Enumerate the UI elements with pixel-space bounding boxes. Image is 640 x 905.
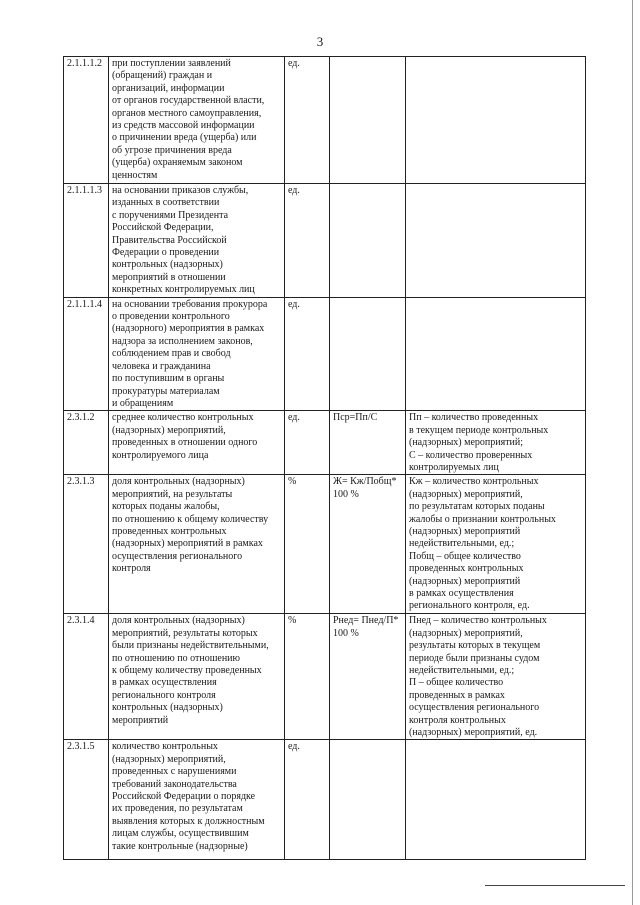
cell-line: контролируемого лица <box>112 449 209 461</box>
row-number: 2.1.1.1.2 <box>64 57 109 184</box>
cell-line: проведенных в отношении одного <box>112 437 258 449</box>
cell-line: о причинении вреда (ущерба) или <box>112 132 257 144</box>
cell-line: Рнед= Пнед/П* <box>333 615 399 627</box>
cell-line: периоде были признаны судом <box>409 652 540 664</box>
row-description <box>109 297 285 411</box>
cell-line: 100 % <box>333 488 359 500</box>
row-formula <box>330 614 406 740</box>
cell-line: их проведения, по результатам <box>112 803 243 815</box>
cell-line: 100 % <box>333 627 359 639</box>
page-number: 3 <box>316 34 324 49</box>
row-description <box>109 614 285 740</box>
cell-line: и обращениям <box>112 397 174 409</box>
table-row <box>64 184 586 298</box>
row-unit: ед. <box>285 411 330 475</box>
row-description <box>109 184 285 298</box>
row-formula <box>330 184 406 298</box>
row-notes <box>406 475 586 614</box>
cell-line: такие контрольные (надзорные) <box>112 840 248 852</box>
table-row <box>64 614 586 740</box>
cell-line: (надзорных) мероприятий <box>409 575 521 587</box>
cell-line: конкретных контролируемых лиц <box>112 284 255 296</box>
row-notes <box>406 184 586 298</box>
cell-line: проведенных контрольных <box>409 563 524 575</box>
row-description <box>109 411 285 475</box>
row-formula <box>330 475 406 614</box>
cell-line: ценностям <box>112 169 158 181</box>
cell-line: Федерации о проведении <box>112 247 220 259</box>
cell-line: контрольных (надзорных) <box>112 259 223 271</box>
row-description <box>109 475 285 614</box>
cell-line: среднее количество контрольных <box>112 412 254 424</box>
cell-line: проведенных контрольных <box>112 525 227 537</box>
cell-line: Пср=Пп/С <box>333 412 378 424</box>
cell-line: осуществления регионального <box>409 702 540 714</box>
cell-line: (надзорных) мероприятий в рамках <box>112 538 263 550</box>
cell-line: осуществления регионального <box>112 550 243 562</box>
cell-line: к общему количеству проведенных <box>112 664 262 676</box>
cell-line: (обращений) граждан и <box>112 70 213 82</box>
cell-line: контроля контрольных <box>409 714 506 726</box>
cell-line: от органов государственной власти, <box>112 95 265 107</box>
cell-line: по результатам которых поданы <box>409 501 545 513</box>
cell-line: контролируемых лиц <box>409 461 499 473</box>
cell-line: (надзорных) мероприятий, <box>112 753 226 765</box>
cell-line: по отношению к общему количеству <box>112 513 269 525</box>
cell-line: Пп – количество проведенных <box>409 412 539 424</box>
row-number: 2.3.1.3 <box>64 475 109 614</box>
cell-line: по отношению по отношению <box>112 652 241 664</box>
row-unit: ед. <box>285 184 330 298</box>
cell-line: требований законодательства <box>112 778 237 790</box>
cell-line: П – общее количество <box>409 677 504 689</box>
cell-line: в текущем периоде контрольных <box>409 424 549 436</box>
cell-line: мероприятий, результаты которых <box>112 627 258 639</box>
cell-line: доля контрольных (надзорных) <box>112 476 245 488</box>
cell-line: мероприятий <box>112 714 169 726</box>
cell-line: прокуратуры материалам <box>112 385 220 397</box>
row-unit: ед. <box>285 297 330 411</box>
row-formula <box>330 57 406 184</box>
cell-line: в рамках осуществления <box>112 677 217 689</box>
cell-line: выявления которых к должностным <box>112 815 265 827</box>
row-unit: % <box>285 475 330 614</box>
cell-line: (надзорных) мероприятий, ед. <box>409 727 538 738</box>
cell-line: мероприятий, на результаты <box>112 488 233 500</box>
table-row <box>64 57 586 184</box>
cell-line: соблюдением прав и свобод <box>112 348 231 360</box>
row-formula <box>330 411 406 475</box>
cell-line: с поручениями Президента <box>112 209 229 221</box>
cell-line: (надзорных) мероприятий; <box>409 437 524 449</box>
cell-line: результаты которых в текущем <box>409 640 541 652</box>
cell-line: регионального контроля <box>112 689 216 701</box>
cell-line: организаций, информации <box>112 82 225 94</box>
cell-line: Российской Федерации о порядке <box>112 791 256 803</box>
cell-line: (надзорных) мероприятий, <box>409 627 523 639</box>
cell-line: (надзорного) мероприятия в рамках <box>112 323 265 335</box>
row-description <box>109 740 285 860</box>
row-formula <box>330 740 406 860</box>
cell-line: об угрозе причинения вреда <box>112 144 232 156</box>
row-number: 2.1.1.1.3 <box>64 184 109 298</box>
row-unit: % <box>285 614 330 740</box>
row-notes <box>406 740 586 860</box>
cell-line: проведенных с нарушениями <box>112 766 237 778</box>
cell-line: были признаны недействительными, <box>112 640 269 652</box>
cell-line: органов местного самоуправления, <box>112 107 262 119</box>
row-notes <box>406 614 586 740</box>
cell-line: жалобы о признании контрольных <box>409 513 556 525</box>
row-notes <box>406 57 586 184</box>
row-unit: ед. <box>285 57 330 184</box>
table-row <box>64 411 586 475</box>
cell-line: (надзорных) мероприятий <box>409 525 521 537</box>
table-row <box>64 475 586 614</box>
cell-line: на основании приказов службы, <box>112 185 249 196</box>
cell-line: Побщ – общее количество <box>409 550 521 562</box>
cell-line: Пнед – количество контрольных <box>409 615 547 627</box>
cell-line: Российской Федерации, <box>112 222 214 234</box>
cell-line: человека и гражданина <box>112 360 211 372</box>
row-number: 2.3.1.2 <box>64 411 109 475</box>
cell-line: регионального контроля, ед. <box>409 600 530 612</box>
cell-line: на основании требования прокурора <box>112 298 268 310</box>
row-notes <box>406 411 586 475</box>
cell-line: Ж= Кж/Побщ* <box>333 476 397 488</box>
cell-line: лицам службы, осуществившим <box>112 828 249 840</box>
cell-line: недействительными, ед.; <box>409 664 515 676</box>
cell-line: проведенных в рамках <box>409 689 505 701</box>
cell-line: при поступлении заявлений <box>112 58 231 69</box>
cell-line: контрольных (надзорных) <box>112 702 223 714</box>
cell-line: количество контрольных <box>112 741 218 753</box>
row-number: 2.1.1.1.4 <box>64 297 109 411</box>
cell-line: надзора за исполнением законов, <box>112 335 253 347</box>
cell-line: по поступившим в органы <box>112 373 225 385</box>
footer-rule <box>485 885 625 886</box>
cell-line: С – количество проверенных <box>409 449 533 461</box>
row-formula <box>330 297 406 411</box>
cell-line: (ущерба) охраняемым законом <box>112 157 243 169</box>
cell-line: недействительными, ед.; <box>409 538 515 550</box>
row-number: 2.3.1.4 <box>64 614 109 740</box>
cell-line: контроля <box>112 563 151 575</box>
cell-line: Правительства Российской <box>112 234 227 246</box>
cell-line: в рамках осуществления <box>409 588 514 599</box>
cell-line: изданных в соответствии <box>112 197 220 209</box>
cell-line: Кж – количество контрольных <box>409 476 539 488</box>
cell-line: (надзорных) мероприятий, <box>409 488 523 500</box>
row-notes <box>406 297 586 411</box>
page-edge-line <box>632 0 633 905</box>
row-unit: ед. <box>285 740 330 860</box>
table-row <box>64 740 586 860</box>
cell-line: о проведении контрольного <box>112 311 230 323</box>
cell-line: доля контрольных (надзорных) <box>112 615 245 627</box>
row-description <box>109 57 285 184</box>
cell-line: которых поданы жалобы, <box>112 501 220 513</box>
cell-line: (надзорных) мероприятий, <box>112 424 226 436</box>
indicators-table <box>63 56 586 860</box>
table-row <box>64 297 586 411</box>
row-number: 2.3.1.5 <box>64 740 109 860</box>
cell-line: мероприятий в отношении <box>112 271 226 283</box>
cell-line: из средств массовой информации <box>112 120 255 132</box>
